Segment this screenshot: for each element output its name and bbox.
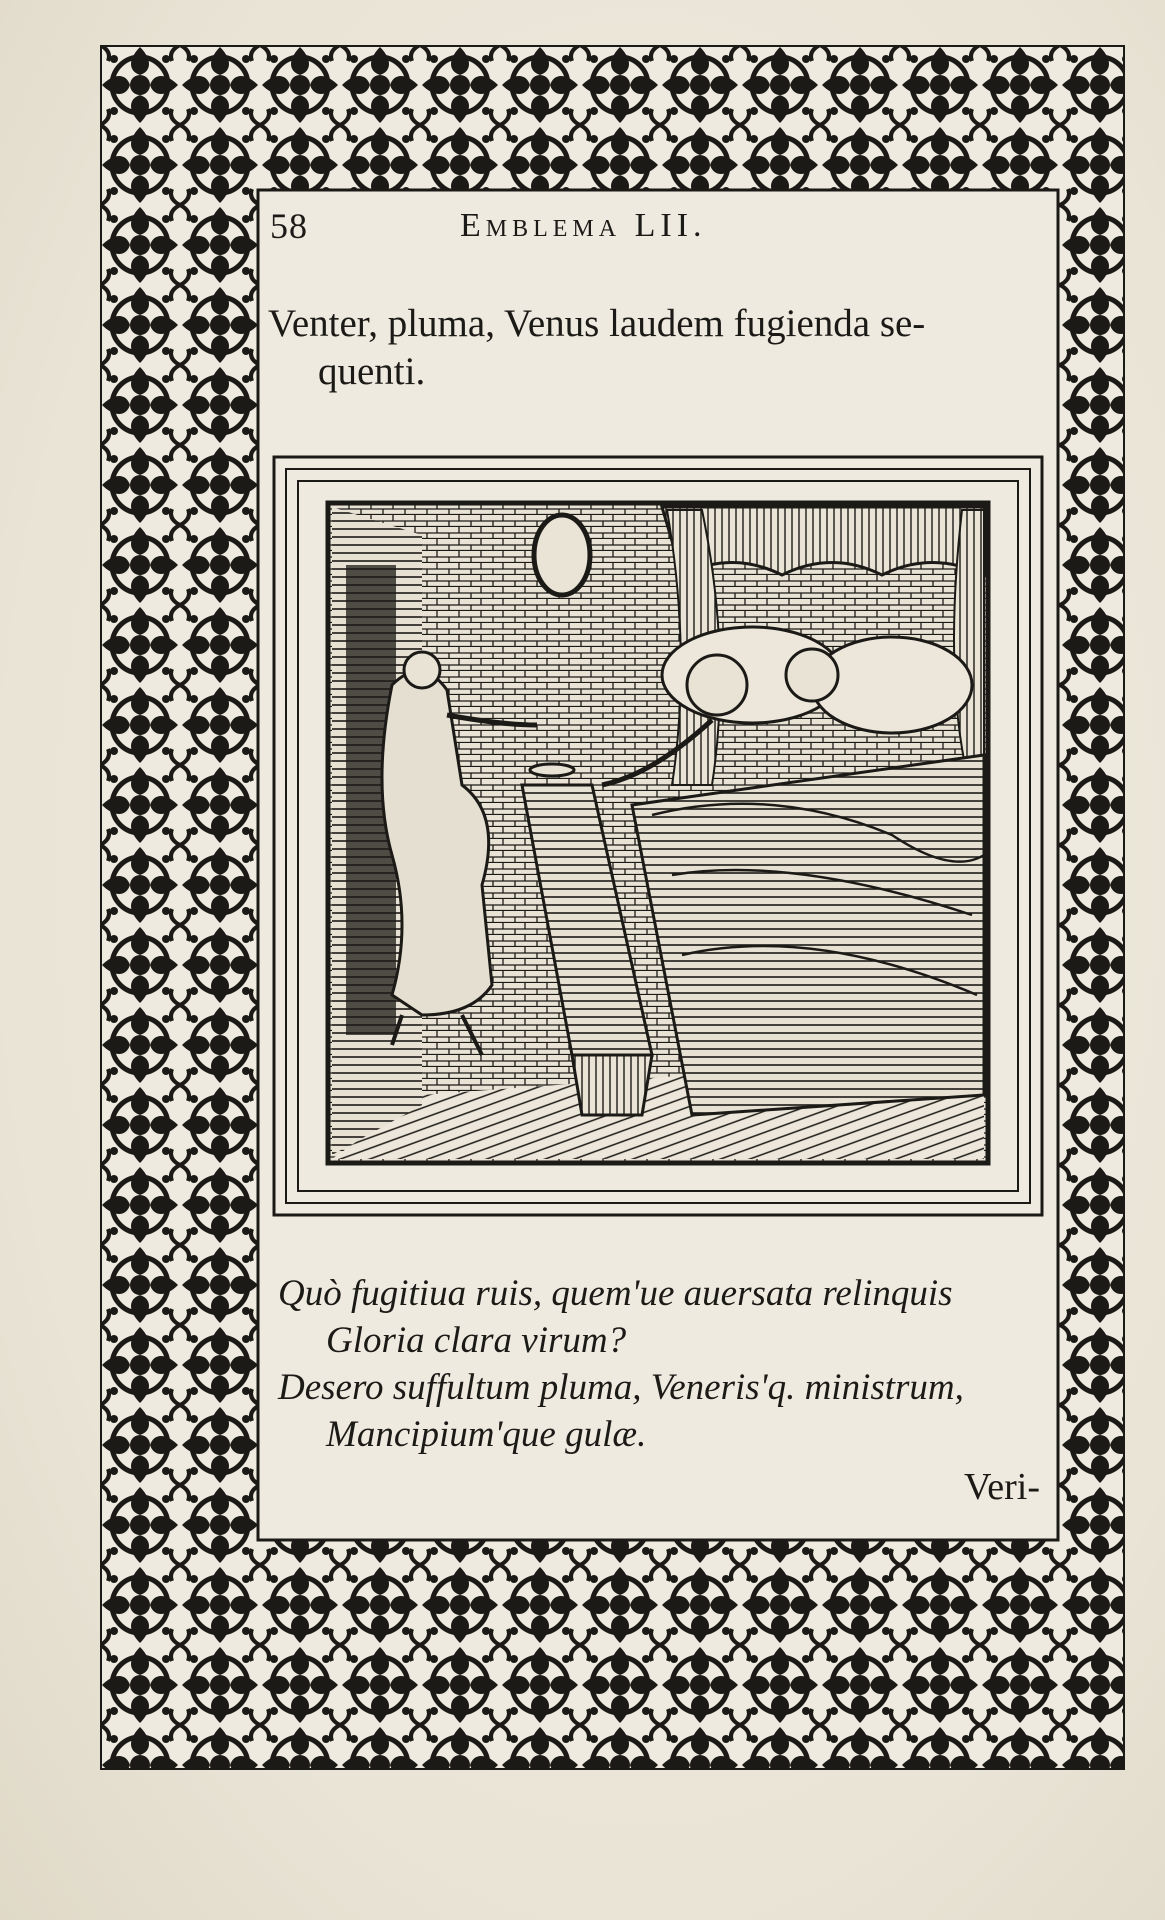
woodcut-illustration bbox=[272, 455, 1044, 1217]
verse-line-1: Quò fugitiua ruis, quem'ue auersata relinquis bbox=[278, 1273, 953, 1314]
page-number: 58 bbox=[270, 206, 308, 246]
emblem-motto bbox=[268, 300, 1053, 396]
verse-line-2: Gloria clara virum? bbox=[326, 1320, 627, 1361]
motto-line-1: Venter, pluma, Venus laudem fugienda se- bbox=[268, 302, 926, 345]
running-title: Emblema LII. bbox=[460, 207, 707, 244]
verse-line-3: Desero suffultum pluma, Veneris'q. ministrum, bbox=[278, 1367, 964, 1408]
motto-line-2: quenti. bbox=[318, 350, 426, 393]
running-head bbox=[270, 205, 1050, 255]
emblem-verse bbox=[278, 1270, 1068, 1458]
verse-line-4: Mancipium'que gulæ. bbox=[326, 1414, 647, 1455]
catchword: Veri- bbox=[964, 1466, 1040, 1508]
